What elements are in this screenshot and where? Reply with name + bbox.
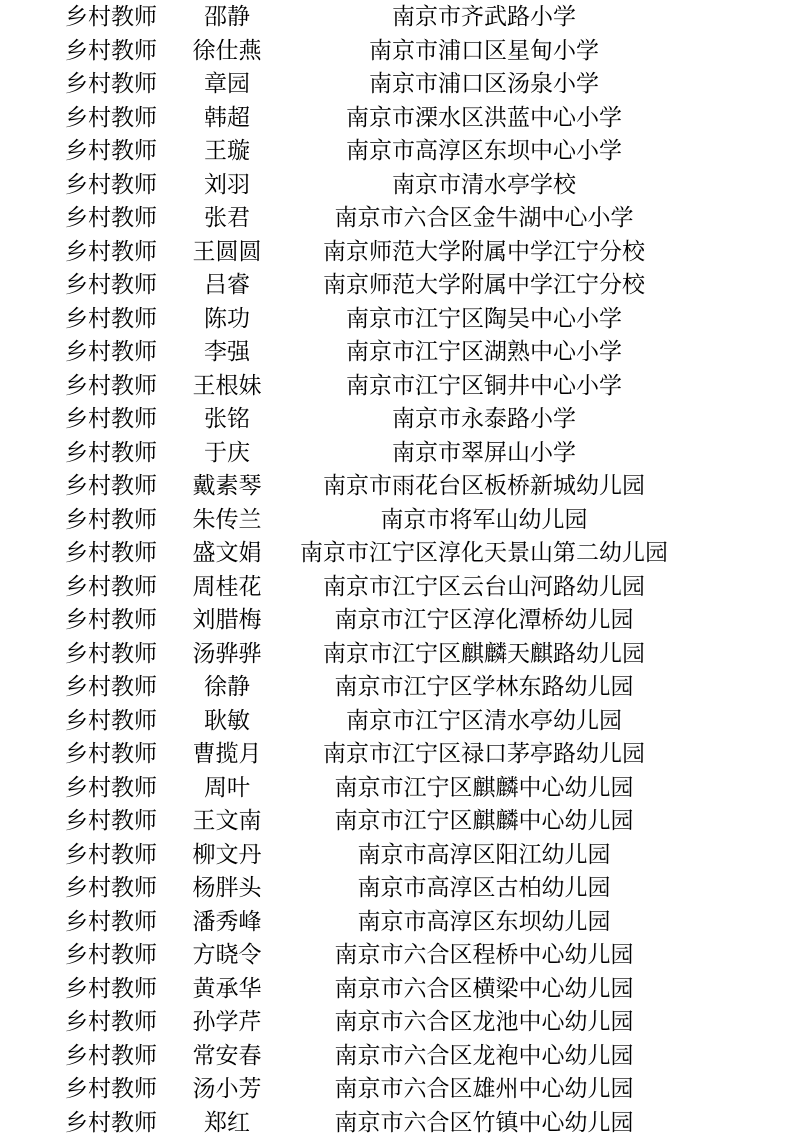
- school-name: 南京师范大学附属中学江宁分校: [323, 238, 645, 265]
- teacher-name: 孙学芹: [192, 1009, 262, 1035]
- list-item: [0, 370, 800, 404]
- list-item: [0, 973, 800, 1007]
- teacher-name: 潘秀峰: [192, 908, 262, 935]
- list-item: [0, 336, 800, 370]
- school-name: 南京市高淳区阳江幼儿园: [357, 841, 611, 868]
- list-item: [0, 671, 800, 705]
- teacher-name: 盛文娟: [192, 540, 262, 566]
- teacher-name: 韩超: [204, 104, 250, 131]
- category-label: 乡村教师: [65, 674, 157, 700]
- category-label: 乡村教师: [65, 238, 157, 265]
- list-item: [0, 68, 800, 102]
- category-label: 乡村教师: [65, 540, 157, 566]
- school-name: 南京市六合区竹镇中心幼儿园: [334, 1109, 634, 1136]
- list-item: [0, 939, 800, 973]
- school-name: 南京市江宁区湖熟中心小学: [346, 339, 622, 365]
- school-name: 南京市江宁区铜井中心小学: [346, 372, 622, 399]
- category-label: 乡村教师: [65, 1076, 157, 1102]
- list-item: [0, 269, 800, 303]
- list-item: [0, 1107, 800, 1141]
- teacher-name: 于庆: [204, 439, 250, 466]
- list-item: [0, 604, 800, 638]
- list-item: [0, 236, 800, 270]
- teacher-name: 邵静: [204, 4, 250, 30]
- category-label: 乡村教师: [65, 942, 157, 968]
- school-name: 南京市六合区横梁中心幼儿园: [334, 975, 634, 1002]
- list-item: [0, 1040, 800, 1074]
- category-label: 乡村教师: [65, 908, 157, 935]
- list-item: [0, 102, 800, 136]
- teacher-name: 李强: [204, 339, 250, 365]
- list-item: [0, 1006, 800, 1040]
- list-item: [0, 1, 800, 35]
- list-item: [0, 638, 800, 672]
- list-item: [0, 1073, 800, 1107]
- list-item: [0, 202, 800, 236]
- school-name: 南京市高淳区古柏幼儿园: [357, 875, 611, 901]
- category-label: 乡村教师: [65, 372, 157, 399]
- category-label: 乡村教师: [65, 707, 157, 734]
- school-name: 南京市浦口区汤泉小学: [369, 71, 599, 97]
- teacher-name: 周桂花: [192, 573, 262, 600]
- category-label: 乡村教师: [65, 640, 157, 667]
- category-label: 乡村教师: [65, 1042, 157, 1069]
- teacher-name: 章园: [204, 71, 250, 97]
- school-name: 南京市浦口区星甸小学: [369, 37, 599, 64]
- school-name: 南京市翠屏山小学: [392, 439, 576, 466]
- teacher-name: 朱传兰: [192, 506, 262, 533]
- school-name: 南京市六合区龙池中心幼儿园: [334, 1009, 634, 1035]
- category-label: 乡村教师: [65, 272, 157, 298]
- teacher-name: 陈功: [204, 305, 250, 332]
- school-name: 南京市江宁区清水亭幼儿园: [346, 707, 622, 734]
- school-name: 南京市江宁区麒麟天麒路幼儿园: [323, 640, 645, 667]
- school-name: 南京市六合区金牛湖中心小学: [334, 205, 634, 231]
- teacher-list: [0, 1, 800, 1140]
- teacher-name: 徐仕燕: [192, 37, 262, 64]
- category-label: 乡村教师: [65, 841, 157, 868]
- school-name: 南京市高淳区东坝中心小学: [346, 138, 622, 164]
- teacher-name: 张君: [204, 205, 250, 231]
- school-name: 南京市江宁区陶吴中心小学: [346, 305, 622, 332]
- category-label: 乡村教师: [65, 305, 157, 332]
- school-name: 南京市永泰路小学: [392, 406, 576, 432]
- list-item: [0, 906, 800, 940]
- school-name: 南京市六合区龙袍中心幼儿园: [334, 1042, 634, 1069]
- school-name: 南京市齐武路小学: [392, 4, 576, 30]
- school-name: 南京市江宁区淳化潭桥幼儿园: [334, 607, 634, 633]
- category-label: 乡村教师: [65, 573, 157, 600]
- teacher-name: 徐静: [204, 674, 250, 700]
- category-label: 乡村教师: [65, 406, 157, 432]
- teacher-name: 杨胖头: [192, 875, 262, 901]
- list-item: [0, 403, 800, 437]
- teacher-name: 曹揽月: [192, 741, 262, 767]
- list-item: [0, 872, 800, 906]
- category-label: 乡村教师: [65, 104, 157, 131]
- category-label: 乡村教师: [65, 1009, 157, 1035]
- list-item: [0, 35, 800, 69]
- school-name: 南京市江宁区淳化天景山第二幼儿园: [300, 540, 668, 566]
- category-label: 乡村教师: [65, 339, 157, 365]
- list-item: [0, 571, 800, 605]
- school-name: 南京市溧水区洪蓝中心小学: [346, 104, 622, 131]
- teacher-name: 汤小芳: [192, 1076, 262, 1102]
- list-item: [0, 135, 800, 169]
- school-name: 南京市雨花台区板桥新城幼儿园: [323, 473, 645, 499]
- teacher-name: 王璇: [204, 138, 250, 164]
- teacher-name: 刘羽: [204, 171, 250, 198]
- category-label: 乡村教师: [65, 975, 157, 1002]
- school-name: 南京市高淳区东坝幼儿园: [357, 908, 611, 935]
- teacher-name: 方晓令: [192, 942, 262, 968]
- school-name: 南京市江宁区麒麟中心幼儿园: [334, 808, 634, 834]
- list-item: [0, 738, 800, 772]
- list-item: [0, 705, 800, 739]
- teacher-name: 黄承华: [192, 975, 262, 1002]
- teacher-name: 吕睿: [204, 272, 250, 298]
- list-item: [0, 437, 800, 471]
- school-name: 南京市清水亭学校: [392, 171, 576, 198]
- teacher-name: 王文南: [192, 808, 262, 834]
- teacher-name: 郑红: [204, 1109, 250, 1136]
- teacher-name: 汤骅骅: [192, 640, 262, 667]
- list-item: [0, 805, 800, 839]
- teacher-name: 柳文丹: [192, 841, 262, 868]
- category-label: 乡村教师: [65, 506, 157, 533]
- list-item: [0, 504, 800, 538]
- category-label: 乡村教师: [65, 741, 157, 767]
- category-label: 乡村教师: [65, 439, 157, 466]
- teacher-name: 刘腊梅: [192, 607, 262, 633]
- school-name: 南京市六合区雄州中心幼儿园: [334, 1076, 634, 1102]
- teacher-name: 耿敏: [204, 707, 250, 734]
- teacher-name: 王根妹: [192, 372, 262, 399]
- category-label: 乡村教师: [65, 808, 157, 834]
- category-label: 乡村教师: [65, 607, 157, 633]
- category-label: 乡村教师: [65, 875, 157, 901]
- teacher-name: 戴素琴: [192, 473, 262, 499]
- school-name: 南京市将军山幼儿园: [380, 506, 588, 533]
- category-label: 乡村教师: [65, 473, 157, 499]
- category-label: 乡村教师: [65, 71, 157, 97]
- teacher-name: 王圆圆: [192, 238, 262, 265]
- teacher-name: 常安春: [192, 1042, 262, 1069]
- category-label: 乡村教师: [65, 37, 157, 64]
- category-label: 乡村教师: [65, 4, 157, 30]
- category-label: 乡村教师: [65, 774, 157, 801]
- school-name: 南京师范大学附属中学江宁分校: [323, 272, 645, 298]
- list-item: [0, 839, 800, 873]
- list-item: [0, 537, 800, 571]
- category-label: 乡村教师: [65, 138, 157, 164]
- list-item: [0, 772, 800, 806]
- category-label: 乡村教师: [65, 171, 157, 198]
- school-name: 南京市江宁区禄口茅亭路幼儿园: [323, 741, 645, 767]
- list-item: [0, 470, 800, 504]
- school-name: 南京市江宁区学林东路幼儿园: [334, 674, 634, 700]
- school-name: 南京市六合区程桥中心幼儿园: [334, 942, 634, 968]
- category-label: 乡村教师: [65, 1109, 157, 1136]
- category-label: 乡村教师: [65, 205, 157, 231]
- list-item: [0, 303, 800, 337]
- school-name: 南京市江宁区云台山河路幼儿园: [323, 573, 645, 600]
- school-name: 南京市江宁区麒麟中心幼儿园: [334, 774, 634, 801]
- teacher-name: 张铭: [204, 406, 250, 432]
- teacher-name: 周叶: [204, 774, 250, 801]
- list-item: [0, 169, 800, 203]
